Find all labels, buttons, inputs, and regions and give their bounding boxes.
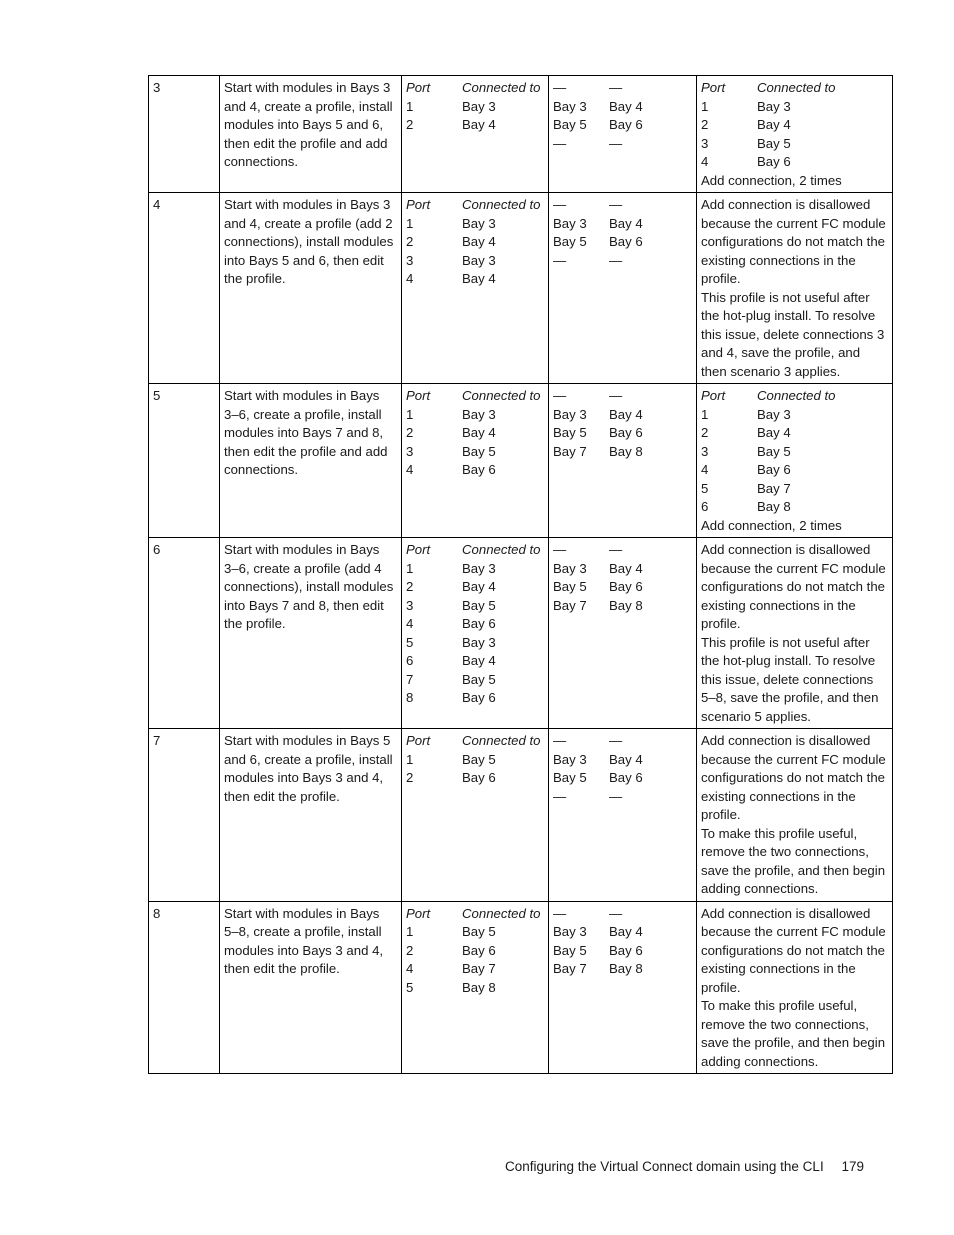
installed-modules <box>549 901 697 1074</box>
module-bays-col-b: — <box>609 80 623 95</box>
initial-connection <box>406 406 544 425</box>
initial-connection <box>406 615 544 634</box>
result-connection-col-a: 1 <box>701 98 709 114</box>
page-number: 179 <box>841 1159 864 1174</box>
scenario-number: 3 <box>149 76 220 193</box>
initial-header <box>406 905 544 924</box>
initial-connection-col-a: 4 <box>406 961 414 976</box>
module-bays <box>553 387 692 406</box>
initial-connection-col-a: 1 <box>406 215 414 231</box>
result-connection <box>701 498 888 517</box>
table-row <box>149 538 893 729</box>
result-connection-col-a: 4 <box>701 462 709 477</box>
module-bays <box>553 769 692 788</box>
table-row <box>149 729 893 902</box>
initial-connection-col-a: 8 <box>406 690 414 705</box>
result-connection <box>701 98 888 117</box>
initial-connection <box>406 560 544 579</box>
module-bays-col-a: Bay 5 <box>553 425 587 440</box>
module-bays-col-b: Bay 6 <box>609 234 643 249</box>
module-bays-col-a: Bay 3 <box>553 751 587 767</box>
module-bays <box>553 196 692 215</box>
initial-header-col-a: Port <box>406 542 431 557</box>
module-bays-col-a: Bay 5 <box>553 579 587 594</box>
module-bays-col-a: Bay 3 <box>553 98 587 114</box>
table-row <box>149 193 893 384</box>
scenario-number: 5 <box>149 384 220 538</box>
module-bays-col-a: — <box>553 135 567 151</box>
initial-connection-col-a: 4 <box>406 462 414 477</box>
module-bays <box>553 905 692 924</box>
result-description <box>697 901 893 1074</box>
result-description <box>697 729 893 902</box>
module-bays <box>553 751 692 770</box>
module-bays-col-a: Bay 7 <box>553 961 587 976</box>
result-connection-col-a: 3 <box>701 135 709 151</box>
initial-connection-col-b: Bay 3 <box>462 215 496 231</box>
module-bays <box>553 98 692 117</box>
table-row <box>149 901 893 1074</box>
result-connection-col-a: 5 <box>701 480 709 496</box>
module-bays-col-b: Bay 6 <box>609 770 643 785</box>
module-bays-col-b: — <box>609 388 623 403</box>
scenario-description: Start with modules in Bays 3 and 4, create a profile, install modules into Bays 5 and 6, then edit the profile and add connections. <box>220 76 402 193</box>
table-row <box>149 76 893 193</box>
result-connection-col-b: Bay 6 <box>757 462 791 477</box>
result-description <box>697 538 893 729</box>
initial-connection <box>406 979 544 998</box>
result-connection <box>701 424 888 443</box>
module-bays <box>553 578 692 597</box>
module-bays <box>553 732 692 751</box>
initial-connection-col-b: Bay 6 <box>462 462 496 477</box>
module-bays-col-b: — <box>609 197 623 212</box>
initial-header-col-a: Port <box>406 80 431 95</box>
module-bays-col-a: Bay 3 <box>553 560 587 576</box>
result-header <box>701 387 888 406</box>
result-connection-col-a: 2 <box>701 425 709 440</box>
footer-title: Configuring the Virtual Connect domain using the CLI <box>505 1159 824 1174</box>
result-header-col-a: Port <box>701 80 726 95</box>
initial-header <box>406 196 544 215</box>
result-connection-col-b: Bay 8 <box>757 499 791 514</box>
module-bays <box>553 406 692 425</box>
module-bays-col-b: Bay 4 <box>609 924 643 939</box>
module-bays <box>553 252 692 271</box>
result-connection-col-b: Bay 5 <box>757 443 791 459</box>
initial-connection-col-a: 7 <box>406 671 414 687</box>
initial-connections <box>402 193 549 384</box>
result-text: To make this profile useful, remove the two connections, save the profile, and then begin adding connections. <box>701 825 886 896</box>
result-connection-col-b: Bay 4 <box>757 117 791 132</box>
module-bays-col-b: — <box>609 135 623 151</box>
initial-connection <box>406 942 544 961</box>
initial-connection-col-b: Bay 4 <box>462 271 496 286</box>
result-description <box>697 193 893 384</box>
result-connection <box>701 406 888 425</box>
initial-connection <box>406 578 544 597</box>
result-connection <box>701 116 888 135</box>
initial-connection-col-b: Bay 3 <box>462 252 496 268</box>
module-bays <box>553 541 692 560</box>
scenario-table <box>148 75 893 1074</box>
initial-connection <box>406 652 544 671</box>
installed-modules <box>549 193 697 384</box>
scenario-description: Start with modules in Bays 3–6, create a profile (add 4 connections), install modules into Bays 7 and 8, then edit the profile. <box>220 538 402 729</box>
module-bays-col-b: Bay 4 <box>609 98 643 114</box>
module-bays-col-a: — <box>553 197 567 212</box>
scenario-number: 7 <box>149 729 220 902</box>
initial-header <box>406 387 544 406</box>
initial-connection-col-a: 1 <box>406 406 414 422</box>
scenario-description: Start with modules in Bays 3–6, create a profile, install modules into Bays 7 and 8, then edit the profile and add connections. <box>220 384 402 538</box>
module-bays-col-b: — <box>609 252 623 268</box>
module-bays <box>553 597 692 616</box>
module-bays-col-a: — <box>553 542 567 557</box>
module-bays <box>553 424 692 443</box>
initial-header-col-b: Connected to <box>462 733 541 748</box>
initial-connection <box>406 461 544 480</box>
initial-connection-col-b: Bay 4 <box>462 653 496 668</box>
module-bays <box>553 233 692 252</box>
page-footer <box>505 1158 864 1177</box>
module-bays-col-a: Bay 7 <box>553 443 587 459</box>
result-connection <box>701 135 888 154</box>
initial-connection-col-a: 5 <box>406 634 414 650</box>
module-bays-col-a: — <box>553 905 567 921</box>
module-bays <box>553 443 692 462</box>
module-bays-col-b: Bay 4 <box>609 215 643 231</box>
module-bays-col-b: Bay 6 <box>609 942 643 958</box>
module-bays <box>553 116 692 135</box>
module-bays-col-a: — <box>553 733 567 748</box>
initial-connection-col-b: Bay 3 <box>462 634 496 650</box>
initial-connection-col-a: 6 <box>406 653 414 668</box>
initial-connection-col-b: Bay 6 <box>462 616 496 631</box>
initial-connections <box>402 901 549 1074</box>
result-description <box>697 76 893 193</box>
initial-connection-col-a: 3 <box>406 443 414 459</box>
result-connection-col-a: 4 <box>701 154 709 169</box>
module-bays <box>553 942 692 961</box>
result-text: Add connection is disallowed because the current FC module configurations do not match the existing connections in the profile. <box>701 733 886 822</box>
module-bays-col-a: Bay 3 <box>553 215 587 231</box>
module-bays-col-b: — <box>609 788 623 804</box>
initial-connection-col-a: 2 <box>406 234 414 249</box>
initial-connection-col-b: Bay 4 <box>462 579 496 594</box>
scenario-description: Start with modules in Bays 5–8, create a profile, install modules into Bays 3 and 4, then edit the profile. <box>220 901 402 1074</box>
initial-connection <box>406 443 544 462</box>
initial-header-col-a: Port <box>406 388 431 403</box>
scenario-description: Start with modules in Bays 3 and 4, create a profile (add 2 connections), install modules into Bays 5 and 6, then edit the profile. <box>220 193 402 384</box>
initial-connection <box>406 233 544 252</box>
result-connection-col-a: 2 <box>701 117 709 132</box>
initial-connection-col-b: Bay 6 <box>462 770 496 785</box>
result-text: Add connection, 2 times <box>701 517 842 533</box>
module-bays-col-b: — <box>609 905 623 921</box>
initial-connections <box>402 384 549 538</box>
initial-connection-col-a: 1 <box>406 98 414 114</box>
initial-connections <box>402 729 549 902</box>
initial-connection <box>406 923 544 942</box>
initial-connection-col-a: 3 <box>406 252 414 268</box>
result-connection <box>701 153 888 172</box>
module-bays-col-a: — <box>553 788 567 804</box>
module-bays-col-a: Bay 5 <box>553 234 587 249</box>
initial-header-col-b: Connected to <box>462 197 541 212</box>
initial-connection-col-a: 1 <box>406 560 414 576</box>
module-bays-col-a: Bay 7 <box>553 597 587 613</box>
initial-header-col-b: Connected to <box>462 388 541 403</box>
module-bays-col-a: — <box>553 80 567 95</box>
installed-modules <box>549 729 697 902</box>
module-bays-col-b: — <box>609 733 623 748</box>
initial-connection-col-b: Bay 5 <box>462 671 496 687</box>
result-connection-col-b: Bay 5 <box>757 135 791 151</box>
module-bays <box>553 960 692 979</box>
module-bays-col-a: Bay 3 <box>553 406 587 422</box>
result-connection <box>701 480 888 499</box>
module-bays-col-b: Bay 4 <box>609 406 643 422</box>
initial-connection-col-b: Bay 8 <box>462 979 496 995</box>
result-header <box>701 79 888 98</box>
initial-connection-col-a: 2 <box>406 579 414 594</box>
initial-connections <box>402 538 549 729</box>
result-connection-col-b: Bay 6 <box>757 154 791 169</box>
initial-connection-col-b: Bay 3 <box>462 406 496 422</box>
result-text: Add connection is disallowed because the current FC module configurations do not match the existing connections in the profile. <box>701 197 886 286</box>
module-bays <box>553 135 692 154</box>
initial-connection-col-a: 2 <box>406 425 414 440</box>
installed-modules <box>549 538 697 729</box>
initial-header <box>406 79 544 98</box>
initial-connection-col-a: 2 <box>406 942 414 958</box>
initial-connection <box>406 98 544 117</box>
module-bays-col-a: Bay 5 <box>553 942 587 958</box>
result-connection-col-a: 3 <box>701 443 709 459</box>
initial-connection-col-a: 4 <box>406 271 414 286</box>
initial-connection-col-a: 1 <box>406 924 414 939</box>
module-bays <box>553 923 692 942</box>
initial-connection-col-a: 4 <box>406 616 414 631</box>
initial-connection-col-b: Bay 5 <box>462 751 496 767</box>
result-connection <box>701 461 888 480</box>
result-connection-col-a: 1 <box>701 406 709 422</box>
result-header-col-b: Connected to <box>757 80 836 95</box>
module-bays-col-b: Bay 8 <box>609 961 643 976</box>
initial-connection <box>406 634 544 653</box>
initial-connection-col-a: 2 <box>406 117 414 132</box>
initial-connection <box>406 751 544 770</box>
module-bays-col-a: Bay 3 <box>553 924 587 939</box>
initial-connection-col-b: Bay 3 <box>462 98 496 114</box>
scenario-number: 4 <box>149 193 220 384</box>
module-bays-col-b: Bay 6 <box>609 117 643 132</box>
initial-connection-col-a: 5 <box>406 979 414 995</box>
initial-header-col-a: Port <box>406 733 431 748</box>
module-bays-col-a: Bay 5 <box>553 770 587 785</box>
result-connection-col-b: Bay 7 <box>757 480 791 496</box>
initial-connection <box>406 215 544 234</box>
result-text: Add connection is disallowed because the current FC module configurations do not match the existing connections in the profile. <box>701 905 886 995</box>
initial-connection-col-b: Bay 4 <box>462 117 496 132</box>
module-bays <box>553 560 692 579</box>
initial-connection <box>406 960 544 979</box>
initial-connections <box>402 76 549 193</box>
initial-connection-col-a: 3 <box>406 597 414 613</box>
module-bays-col-a: — <box>553 388 567 403</box>
module-bays <box>553 215 692 234</box>
result-description <box>697 384 893 538</box>
result-connection <box>701 443 888 462</box>
initial-header-col-a: Port <box>406 197 431 212</box>
initial-connection-col-b: Bay 5 <box>462 597 496 613</box>
initial-connection-col-b: Bay 6 <box>462 942 496 958</box>
result-connection-col-a: 6 <box>701 499 709 514</box>
module-bays-col-b: Bay 4 <box>609 751 643 767</box>
initial-connection-col-b: Bay 3 <box>462 560 496 576</box>
initial-connection <box>406 671 544 690</box>
initial-header-col-b: Connected to <box>462 80 541 95</box>
installed-modules <box>549 384 697 538</box>
module-bays-col-b: — <box>609 542 623 557</box>
table-row <box>149 384 893 538</box>
module-bays-col-b: Bay 4 <box>609 560 643 576</box>
initial-header <box>406 732 544 751</box>
result-connection-col-b: Bay 3 <box>757 98 791 114</box>
initial-header-col-a: Port <box>406 905 431 921</box>
module-bays-col-a: Bay 5 <box>553 117 587 132</box>
scenario-number: 8 <box>149 901 220 1074</box>
initial-connection-col-b: Bay 4 <box>462 234 496 249</box>
initial-header-col-b: Connected to <box>462 905 541 921</box>
result-connection-col-b: Bay 3 <box>757 406 791 422</box>
initial-connection-col-b: Bay 6 <box>462 690 496 705</box>
initial-connection <box>406 252 544 271</box>
initial-connection <box>406 116 544 135</box>
result-header-col-a: Port <box>701 388 726 403</box>
module-bays <box>553 79 692 98</box>
initial-connection-col-a: 1 <box>406 751 414 767</box>
initial-header-col-b: Connected to <box>462 542 541 557</box>
initial-connection-col-b: Bay 5 <box>462 443 496 459</box>
result-text: Add connection, 2 times <box>701 172 842 188</box>
result-text: To make this profile useful, remove the two connections, save the profile, and then begin adding connections. <box>701 998 886 1069</box>
result-header-col-b: Connected to <box>757 388 836 403</box>
initial-connection-col-a: 2 <box>406 770 414 785</box>
installed-modules <box>549 76 697 193</box>
initial-connection <box>406 424 544 443</box>
initial-connection-col-b: Bay 4 <box>462 425 496 440</box>
module-bays-col-b: Bay 8 <box>609 597 643 613</box>
module-bays-col-b: Bay 6 <box>609 579 643 594</box>
initial-connection-col-b: Bay 7 <box>462 961 496 976</box>
result-text: Add connection is disallowed because the current FC module configurations do not match the existing connections in the profile. <box>701 542 886 631</box>
result-connection-col-b: Bay 4 <box>757 425 791 440</box>
module-bays <box>553 788 692 807</box>
result-text: This profile is not useful after the hot-plug install. To resolve this issue, delete connections 5–8, save the profile, and then scenario 5 applies. <box>701 634 879 724</box>
module-bays-col-b: Bay 8 <box>609 443 643 459</box>
scenario-description: Start with modules in Bays 5 and 6, create a profile, install modules into Bays 3 and 4, then edit the profile. <box>220 729 402 902</box>
initial-connection <box>406 270 544 289</box>
initial-connection <box>406 597 544 616</box>
result-text: This profile is not useful after the hot-plug install. To resolve this issue, delete connections 3 and 4, save the profile, and then scenario 3 applies. <box>701 289 885 379</box>
scenario-number: 6 <box>149 538 220 729</box>
initial-connection <box>406 689 544 708</box>
module-bays-col-b: Bay 6 <box>609 425 643 440</box>
initial-connection <box>406 769 544 788</box>
initial-header <box>406 541 544 560</box>
module-bays-col-a: — <box>553 252 567 268</box>
initial-connection-col-b: Bay 5 <box>462 924 496 939</box>
